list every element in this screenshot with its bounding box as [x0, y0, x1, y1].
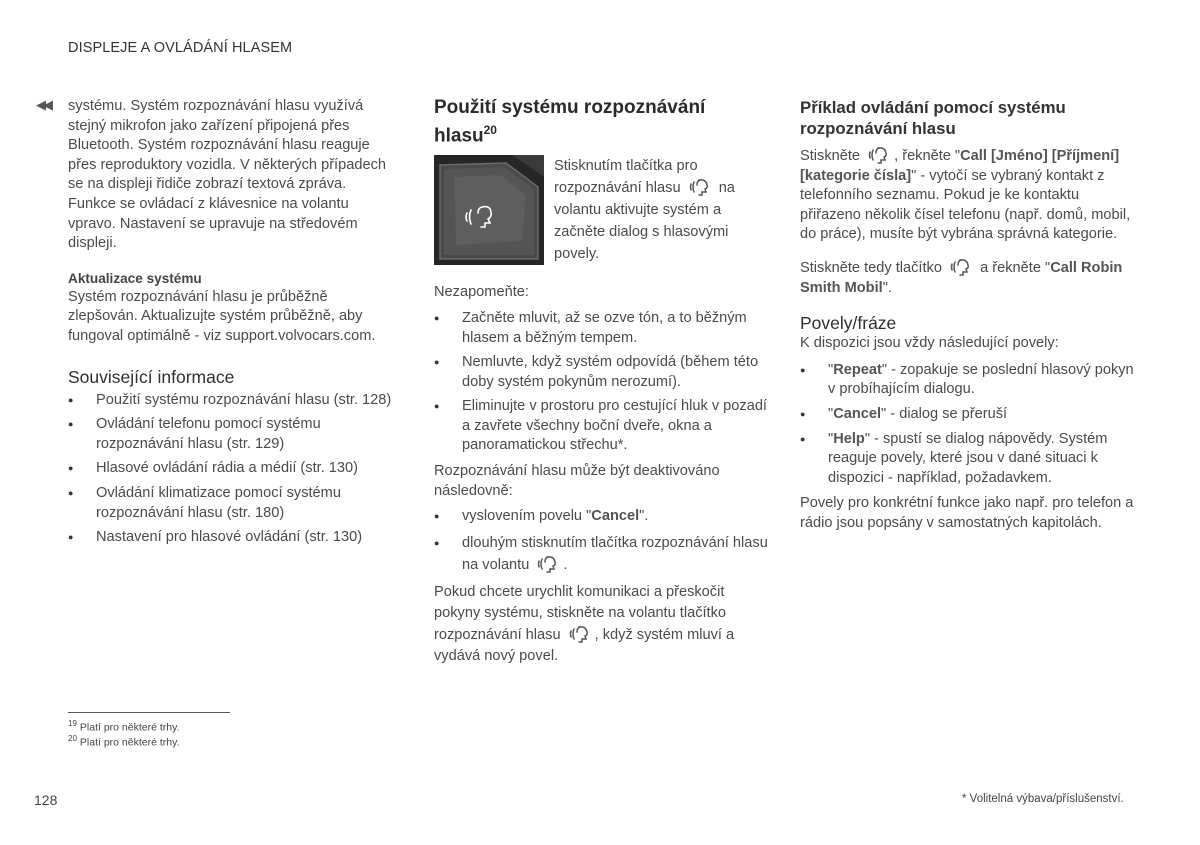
- figure-row: [434, 155, 768, 265]
- voice-control-icon: [567, 624, 593, 644]
- command-call-name: Call [Jméno] [Příjmení] [kategorie čísla]: [800, 148, 1120, 184]
- command-call-robin: Call Robin Smith Mobil: [800, 259, 1123, 296]
- command-repeat: Repeat: [833, 361, 882, 378]
- list-item: ● Ovládání telefonu pomocí systému rozpoznávání hlasu (str. 129): [68, 415, 398, 454]
- figure-caption: Stisknutím tlačítka pro rozpoznávání hlasu na volantu aktivujte systém a začněte dialog s hlasovými povely.: [554, 158, 735, 263]
- steering-wheel-button-image: [434, 155, 544, 265]
- list-item: ● Nemluvte, když systém odpovídá (během této doby systém pokynům nerozumí).: [434, 353, 768, 392]
- example-paragraph-2: Stiskněte tedy tlačítko a řekněte "Call Robin Smith Mobil".: [800, 257, 1140, 298]
- list-item: ● Nastavení pro hlasové ovládání (str. 130): [68, 528, 398, 548]
- list-item: ● Použití systému rozpoznávání hlasu (str. 128): [68, 391, 398, 411]
- remember-list: [434, 309, 768, 456]
- command-cancel: Cancel: [833, 405, 882, 422]
- list-item: ● Ovládání klimatizace pomocí systému rozpoznávání hlasu (str. 180): [68, 484, 398, 523]
- voice-control-icon: [687, 177, 713, 197]
- example-heading: Příklad ovládání pomocí systému rozpoznávání hlasu: [800, 98, 1066, 138]
- page-number: 128: [34, 792, 58, 808]
- list-item: ● Hlasové ovládání rádia a médií (str. 130): [68, 459, 398, 479]
- commands-list: [800, 361, 1140, 489]
- list-item: ● vyslovením povelu "Cancel".: [434, 507, 768, 527]
- command-help: Help: [833, 430, 865, 447]
- column-left: [68, 97, 398, 548]
- list-item: ● Eliminujte v prostoru pro cestující hluk v pozadí a zavřete všechny boční dveře, okna a panoramatickou střechu*.: [434, 397, 768, 456]
- deactivate-list: [434, 507, 768, 576]
- list-item: ● "Cancel" - dialog se přeruší: [800, 405, 1140, 425]
- deactivate-paragraph: Rozpoznávání hlasu může být deaktivováno následovně:: [434, 463, 720, 499]
- section-title: Použití systému rozpoznávání hlasu$^{20}$: [434, 97, 706, 147]
- update-heading: Aktualizace systému: [68, 270, 202, 286]
- skip-paragraph: Pokud chcete urychlit komunikaci a přeskočit pokyny systému, stiskněte na volantu tlačítko rozpoznávání hlasu , když systém mluví a vydává nový povel.: [434, 583, 735, 664]
- page-header: DISPLEJE A OVLÁDÁNÍ HLASEM: [68, 40, 293, 56]
- optional-equipment-note: * Volitelná výbava/příslušenství.: [962, 793, 1124, 805]
- commands-intro: K dispozici jsou vždy následující povely:: [800, 335, 1059, 352]
- outro-paragraph: Povely pro konkrétní funkce jako např. pro telefon a rádio jsou popsány v samostatných kapitolách.: [800, 495, 1134, 531]
- command-cancel: Cancel: [591, 508, 640, 525]
- column-right: [800, 97, 1140, 534]
- column-middle: [434, 97, 768, 667]
- update-paragraph: Systém rozpoznávání hlasu je průběžně zlepšován. Aktualizujte systém průběžně, aby fungoval optimálně - viz support.volvocars.com.: [68, 288, 376, 344]
- continuation-arrow-icon: ◀◀: [36, 97, 50, 112]
- related-heading: Související informace: [68, 366, 235, 387]
- footnote-divider: [68, 712, 230, 713]
- example-paragraph-1: Stiskněte , řekněte "Call [Jméno] [Příjmení] [kategorie čísla]" - vytočí se vybraný kontakt z telefonního seznamu. Pokud je ke kontaktu přiřazeno několik čísel telefonu (např. domů, mobil, do práce), musíte být vybrána správná kategorie.: [800, 145, 1140, 245]
- list-item: ● dlouhým stisknutím tlačítka rozpoznávání hlasu na volantu .: [434, 532, 768, 576]
- remember-label: Nezapomeňte:: [434, 284, 529, 301]
- related-list: [68, 391, 398, 548]
- voice-control-icon: [535, 554, 561, 574]
- footnote: $^{20}$ Platí pro některé trhy.: [68, 734, 180, 749]
- commands-heading: Povely/fráze: [800, 313, 897, 334]
- footnote: $^{19}$ Platí pro některé trhy.: [68, 719, 180, 734]
- list-item: ● "Repeat" - zopakuje se poslední hlasový pokyn v probíhajícím dialogu.: [800, 361, 1140, 400]
- voice-control-icon: [866, 145, 892, 165]
- intro-paragraph: systému. Systém rozpoznávání hlasu využívá stejný mikrofon jako zařízení připojená přes Bluetooth. Systém rozpoznávání hlasu reaguje přes reproduktory vozidla. V některých případech se na displeji řidiče zobrazí textová zpráva. Funkce se ovládací z klávesnice na volantu vpravo. Nastavení se upravuje na středovém displeji.: [68, 98, 386, 252]
- list-item: ● Začněte mluvit, až se ozve tón, a to běžným hlasem a běžným tempem.: [434, 309, 768, 348]
- voice-control-icon: [948, 257, 974, 277]
- footnote-ref: 20: [483, 123, 497, 137]
- list-item: ● "Help" - spustí se dialog nápovědy. Systém reaguje povely, které jsou v dané situaci k dispozici - například, požadavkem.: [800, 430, 1140, 489]
